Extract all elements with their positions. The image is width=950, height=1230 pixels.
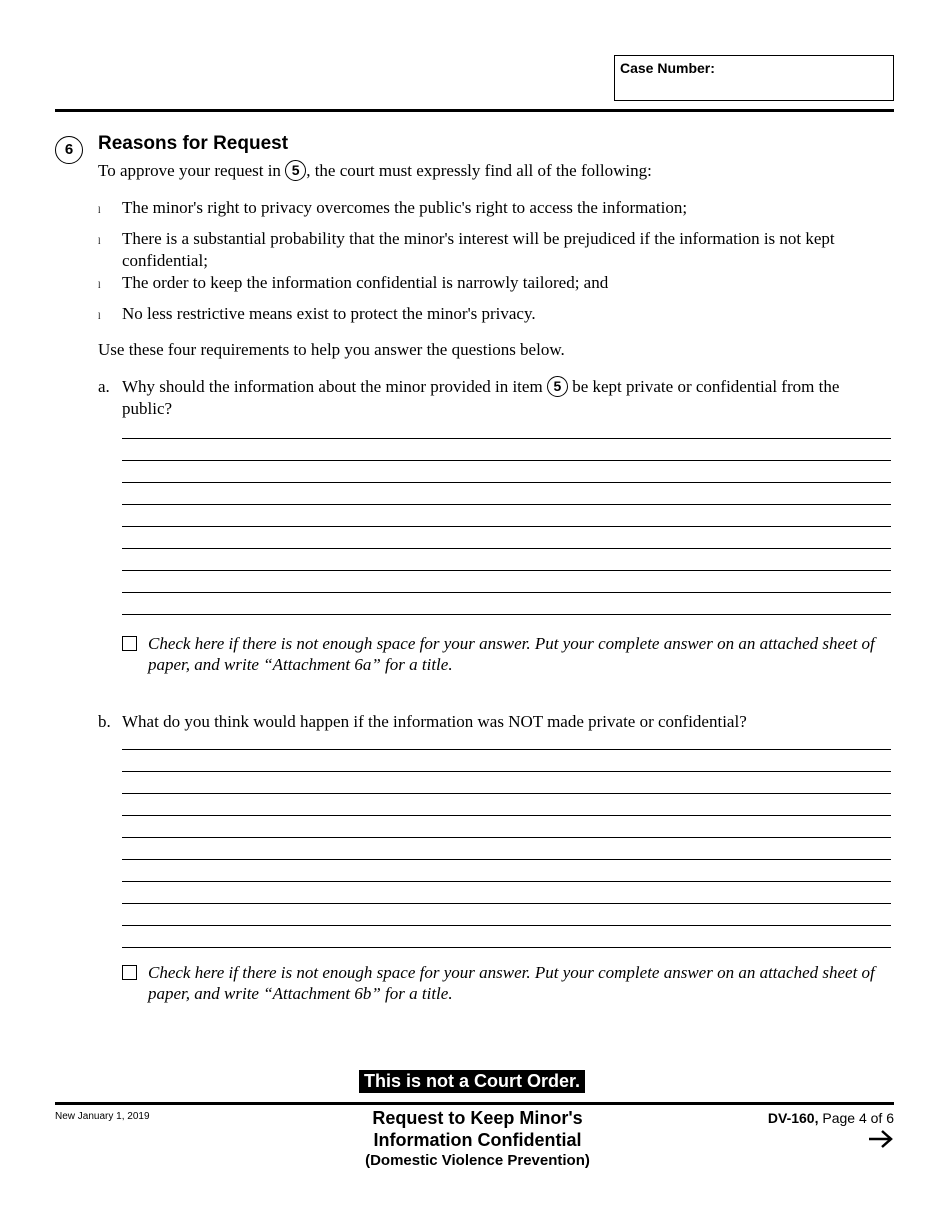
answer-b-line[interactable] [122, 903, 891, 904]
page-number: Page 4 of 6 [822, 1110, 894, 1126]
form-title-line: Request to Keep Minor's [372, 1108, 583, 1128]
revision-date: New January 1, 2019 [55, 1111, 150, 1122]
requirement-item: The minor's right to privacy overcomes the public's right to access the information; [122, 198, 688, 217]
answer-b-line[interactable] [122, 947, 891, 948]
answer-b-line[interactable] [122, 925, 891, 926]
requirement-item: The order to keep the information confidential is narrowly tailored; and [122, 273, 609, 292]
answer-b-line[interactable] [122, 837, 891, 838]
section-title: Reasons for Request [98, 133, 289, 154]
answer-a-line[interactable] [122, 460, 891, 461]
bullet-icon: l [98, 280, 101, 290]
answer-a-line[interactable] [122, 548, 891, 549]
form-title-line: Information Confidential [373, 1130, 582, 1150]
answer-a-line[interactable] [122, 482, 891, 483]
answer-a-line[interactable] [122, 526, 891, 527]
form-subtitle: (Domestic Violence Prevention) [365, 1152, 590, 1169]
header-divider [55, 109, 894, 112]
item-reference-badge: 5 [547, 376, 568, 397]
bullet-icon: l [98, 205, 101, 215]
answer-a-line[interactable] [122, 614, 891, 615]
answer-a-line[interactable] [122, 570, 891, 571]
attachment-6b-checkbox[interactable] [122, 965, 137, 980]
not-court-order-banner: This is not a Court Order. [359, 1070, 585, 1093]
attachment-6b-text: Check here if there is not enough space for your answer. Put your complete answer on an attached sheet of paper, and write “Attachment 6b” for a title. [148, 963, 875, 1003]
instructions-text: Use these four requirements to help you answer the questions below. [98, 340, 565, 359]
section-number-badge: 6 [55, 136, 83, 164]
bullet-icon: l [98, 311, 101, 321]
case-number-box[interactable] [614, 55, 894, 101]
answer-b-line[interactable] [122, 881, 891, 882]
answer-b-line[interactable] [122, 815, 891, 816]
answer-b-line[interactable] [122, 859, 891, 860]
form-title [330, 1107, 625, 1171]
arrow-right-icon[interactable] [868, 1129, 894, 1153]
question-b-label: b. [98, 712, 111, 731]
intro-text [98, 160, 652, 182]
form-page-info [768, 1110, 894, 1126]
answer-b-line[interactable] [122, 771, 891, 772]
answer-a-line[interactable] [122, 504, 891, 505]
question-a-text: Why should the information about the minor provided in item 5 be kept private or confidential from the public? [122, 377, 840, 418]
attachment-6a-checkbox[interactable] [122, 636, 137, 651]
bullet-icon: l [98, 236, 101, 246]
answer-b-line[interactable] [122, 793, 891, 794]
requirement-item: No less restrictive means exist to protect the minor's privacy. [122, 304, 536, 323]
question-b-text: What do you think would happen if the information was NOT made private or confidential? [122, 712, 747, 731]
answer-b-line[interactable] [122, 749, 891, 750]
form-id: DV-160, [767, 1110, 819, 1126]
requirement-item: There is a substantial probability that the minor's interest will be prejudiced if the information is not kept confidential; [122, 229, 835, 270]
item-reference-badge: 5 [285, 160, 306, 181]
question-a-label: a. [98, 377, 110, 396]
intro-before: To approve your request in [98, 161, 281, 180]
footer-divider [55, 1102, 894, 1105]
intro-after: , the court must expressly find all of the following: [306, 161, 652, 180]
answer-a-line[interactable] [122, 592, 891, 593]
answer-a-line[interactable] [122, 438, 891, 439]
attachment-6a-text: Check here if there is not enough space for your answer. Put your complete answer on an attached sheet of paper, and write “Attachment 6a” for a title. [148, 634, 875, 674]
case-number-label: Case Number: [620, 60, 715, 76]
